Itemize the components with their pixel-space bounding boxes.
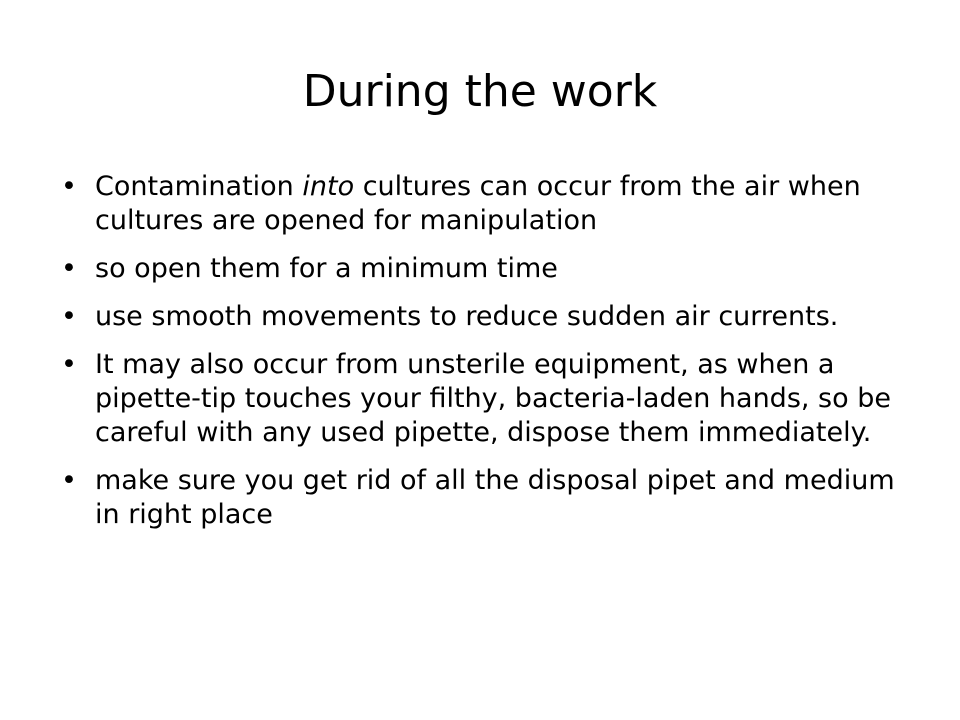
bullet-text-part: Contamination [95, 171, 303, 202]
bullet-item [61, 170, 915, 238]
bullet-dot-icon: • [61, 301, 77, 332]
bullet-item [61, 252, 915, 286]
bullet-item [61, 300, 915, 334]
bullet-text: use smooth movements to reduce sudden air currents. [95, 301, 839, 332]
bullet-text-part: cultures can occur from the air when cultures are opened for manipulation [95, 171, 861, 236]
bullet-text: so open them for a minimum time [95, 253, 558, 284]
bullet-item [61, 464, 915, 532]
bullet-list [61, 170, 915, 546]
slide-title: During the work [302, 66, 658, 117]
bullet-text: It may also occur from unsterile equipment, as when a pipette-tip touches your filthy, bacteria-laden hands, so be careful with any used pipette, dispose them immediately. [95, 349, 891, 448]
bullet-dot-icon: • [61, 171, 77, 202]
bullet-emphasis: into [302, 171, 355, 202]
bullet-item [61, 348, 915, 450]
bullet-dot-icon: • [61, 465, 77, 496]
bullet-text [95, 170, 915, 238]
bullet-dot-icon: • [61, 349, 77, 380]
bullet-text: make sure you get rid of all the disposal pipet and medium in right place [95, 465, 895, 530]
bullet-dot-icon: • [61, 253, 77, 284]
